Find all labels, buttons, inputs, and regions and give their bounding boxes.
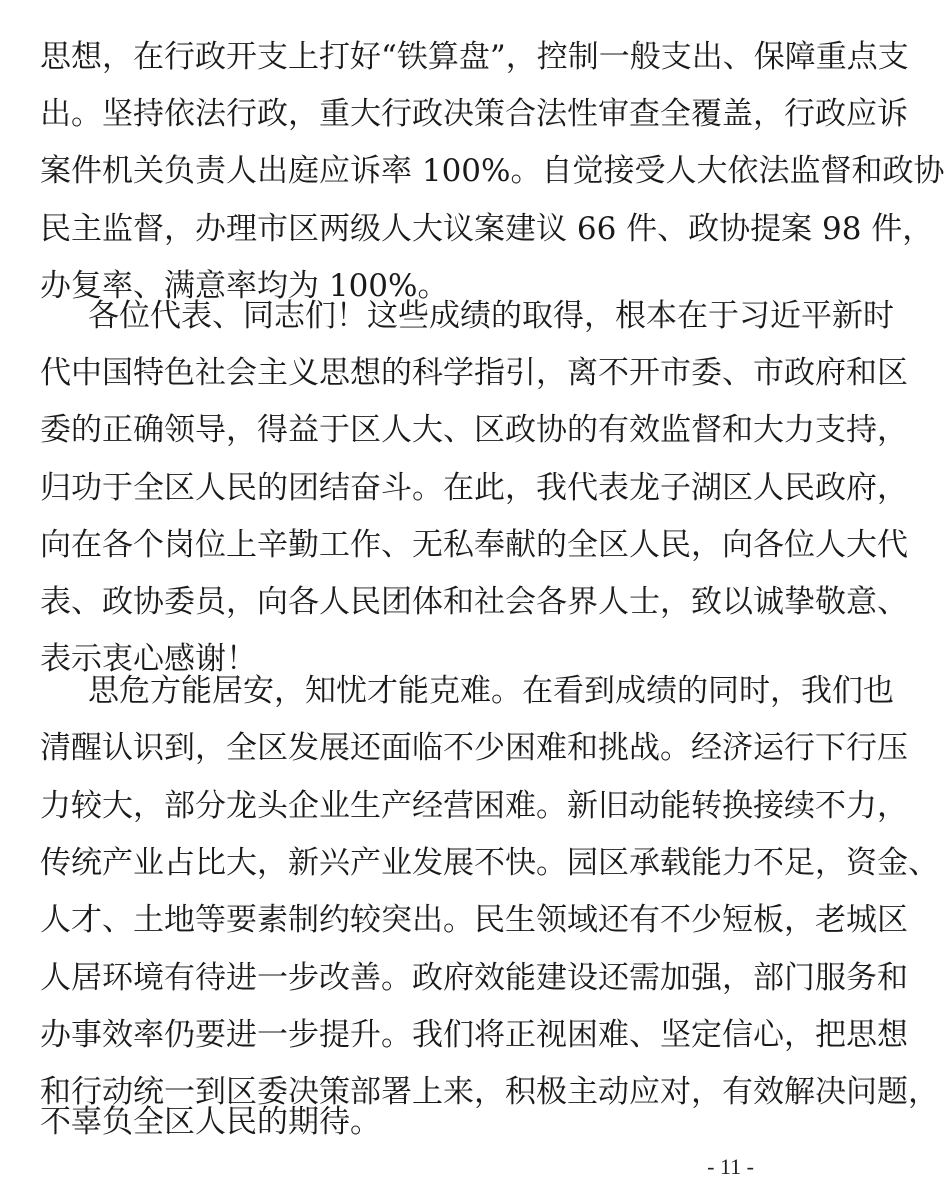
text-line-1: 思想，在行政开支上打好“铁算盘”，控制一般支出、保障重点支 [40, 39, 909, 75]
text-line-14: 清醒认识到，全区发展还面临不少困难和挑战。经济运行下行压 [40, 730, 908, 766]
text-line-17: 人才、土地等要素制约较突出。民生领域还有不少短板，老城区 [40, 902, 908, 938]
text-line-19: 办事效率仍要进一步提升。我们将正视困难、坚定信心，把思想 [40, 1017, 908, 1053]
text-line-15: 力较大，部分龙头企业生产经营困难。新旧动能转换接续不力， [40, 788, 908, 824]
text-line-9: 归功于全区人民的团结奋斗。在此，我代表龙子湖区人民政府， [40, 470, 908, 506]
text-line-6: 各位代表、同志们！这些成绩的取得，根本在于习近平新时 [88, 298, 894, 334]
text-line-10: 向在各个岗位上辛勤工作、无私奉献的全区人民，向各位人大代 [40, 527, 908, 563]
text-line-21: 不辜负全区人民的期待。 [40, 1104, 381, 1140]
text-line-11: 表、政协委员，向各人民团体和社会各界人士，致以诚挚敬意、 [40, 584, 908, 620]
text-line-18: 人居环境有待进一步改善。政府效能建设还需加强，部门服务和 [40, 960, 908, 996]
text-line-12: 表示衷心感谢！ [40, 641, 257, 677]
text-line-16: 传统产业占比大，新兴产业发展不快。园区承载能力不足，资金、 [40, 845, 939, 881]
text-line-7: 代中国特色社会主义思想的科学指引，离不开市委、市政府和区 [40, 355, 908, 391]
text-line-2: 出。坚持依法行政，重大行政决策合法性审查全覆盖，行政应诉 [40, 96, 908, 132]
text-line-13: 思危方能居安，知忧才能克难。在看到成绩的同时，我们也 [88, 673, 894, 709]
text-line-5: 办复率、满意率均为 100%。 [40, 268, 449, 304]
text-line-3: 案件机关负责人出庭应诉率 100%。自觉接受人大依法监督和政协 [40, 153, 944, 189]
text-line-8: 委的正确领导，得益于区人大、区政协的有效监督和大力支持， [40, 412, 908, 448]
text-line-20: 和行动统一到区委决策部署上来，积极主动应对，有效解决问题， [40, 1074, 939, 1110]
text-line-4: 民主监督，办理市区两级人大议案建议 66 件、政协提案 98 件， [40, 211, 934, 247]
page-number: - 11 - [707, 1154, 754, 1179]
